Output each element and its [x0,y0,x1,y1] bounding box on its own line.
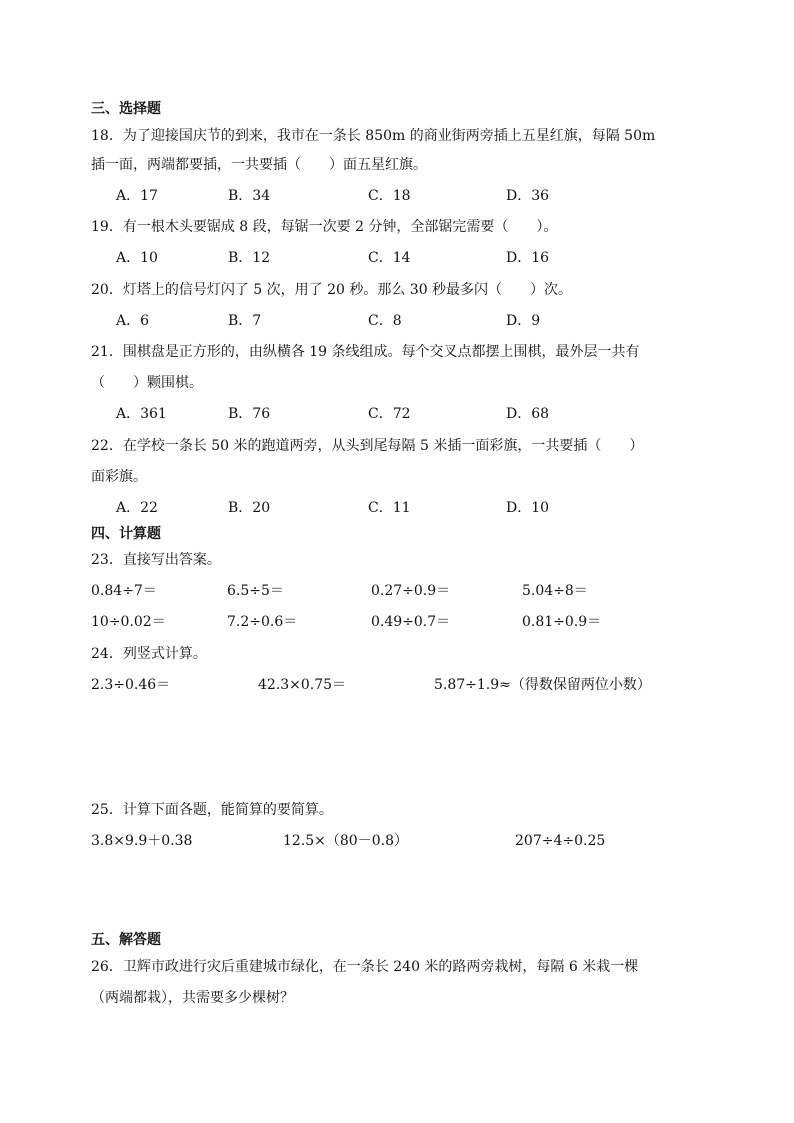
question-19-line-1: 19．有一根木头要锯成 8 段，每锯一次要 2 分钟，全部锯完需要（ ）。 [91,219,558,235]
question-19-option-b: B．12 [228,250,271,266]
q25-expr-3: 207÷4÷0.25 [515,833,606,849]
q25-expr-1: 3.8×9.9＋0.38 [91,833,193,849]
question-22-option-c: C．11 [368,500,411,516]
question-18-option-b: B．34 [228,188,271,204]
question-22-line-2: 面彩旗。 [91,469,147,485]
q24-expr-2: 42.3×0.75＝ [258,677,347,693]
q23-expr-3: 0.27÷0.9＝ [371,583,451,599]
q23-expr-6: 7.2÷0.6＝ [227,614,298,630]
question-23-title: 23．直接写出答案。 [91,552,221,568]
question-22-option-d: D．10 [506,500,550,516]
q25-expr-2: 12.5×（80－0.8） [283,833,408,849]
question-18-line-1: 18．为了迎接国庆节的到来，我市在一条长 850m 的商业街两旁插上五星红旗，每隔 50m [91,128,656,144]
section-heading-word-problems: 五、解答题 [91,932,161,948]
question-18-option-a: A．17 [116,188,158,204]
question-18-option-c: C．18 [368,188,411,204]
question-20-option-b: B．7 [228,313,262,329]
question-21-option-b: B．76 [228,406,271,422]
question-22-option-b: B．20 [228,500,271,516]
question-21-option-d: D．68 [506,406,550,422]
question-21-option-c: C．72 [368,406,411,422]
question-24-title: 24．列竖式计算。 [91,646,207,662]
question-21-line-2: （ ）颗围棋。 [91,375,203,391]
section-heading-choice: 三、选择题 [91,101,161,117]
q23-expr-5: 10÷0.02＝ [91,614,166,630]
q23-expr-1: 0.84÷7＝ [91,583,157,599]
question-18-option-d: D．36 [506,188,550,204]
question-19-option-a: A．10 [116,250,158,266]
question-22-line-1: 22．在学校一条长 50 米的跑道两旁，从头到尾每隔 5 米插一面彩旗，一共要插（ ） [91,438,644,454]
question-25-title: 25．计算下面各题，能简算的要简算。 [91,802,333,818]
q24-expr-1: 2.3÷0.46＝ [91,677,171,693]
question-19-option-c: C．14 [368,250,411,266]
question-20-option-d: D．9 [506,313,541,329]
question-21-line-1: 21．围棋盘是正方形的，由纵横各 19 条线组成。每个交叉点都摆上围棋，最外层一共有 [91,344,640,360]
question-22-option-a: A．22 [116,500,158,516]
q24-expr-3: 5.87÷1.9≈（得数保留两位小数） [434,677,651,693]
q23-expr-8: 0.81÷0.9＝ [522,614,602,630]
question-20-option-a: A．6 [116,313,150,329]
question-18-line-2: 插一面，两端都要插，一共要插（ ）面五星红旗。 [91,157,427,173]
question-26-line-2: （两端都栽），共需要多少棵树？ [91,990,294,1006]
question-20-option-c: C．8 [368,313,402,329]
q23-expr-2: 6.5÷5＝ [227,583,284,599]
question-21-option-a: A．361 [116,406,167,422]
q23-expr-4: 5.04÷8＝ [522,583,588,599]
question-26-line-1: 26．卫辉市政进行灾后重建城市绿化，在一条长 240 米的路两旁栽树，每隔 6 米栽一棵 [91,959,639,975]
question-19-option-d: D．16 [506,250,550,266]
q23-expr-7: 0.49÷0.7＝ [371,614,451,630]
question-20-line-1: 20．灯塔上的信号灯闪了 5 次，用了 20 秒。那么 30 秒最多闪（ ）次。 [91,282,573,298]
section-heading-calculation: 四、计算题 [91,526,161,542]
